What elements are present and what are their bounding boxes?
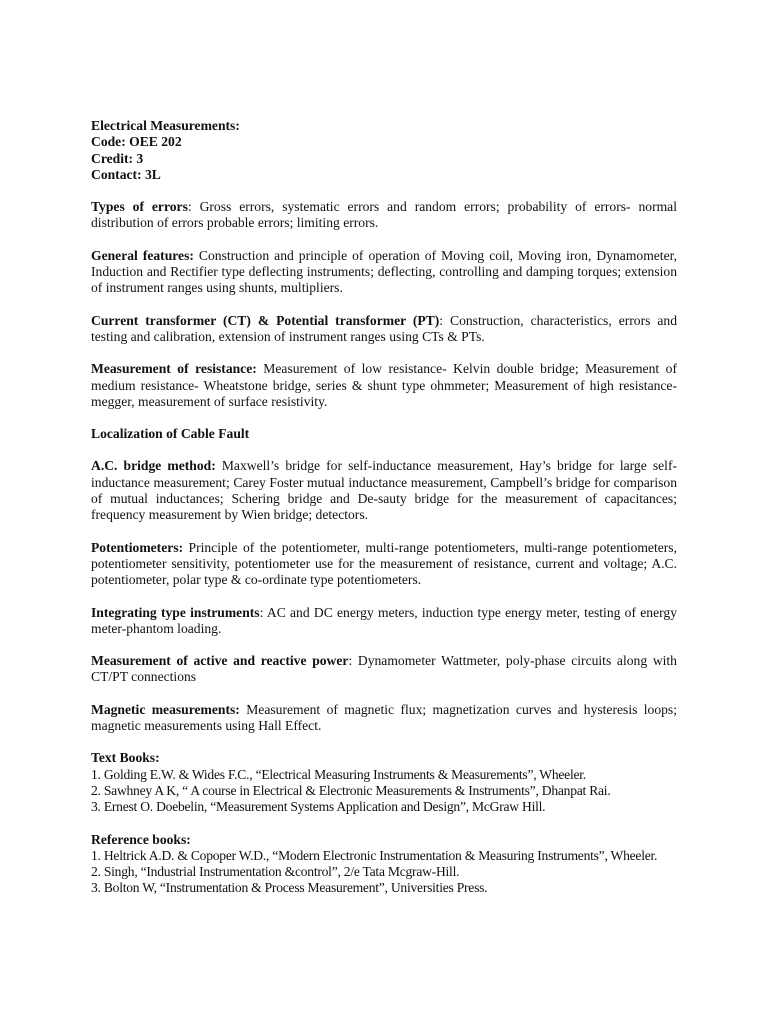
document-page bbox=[91, 118, 677, 897]
section-text: : Construction, characteristics, errors and testing and calibration, extension of instrument ranges using CTs & PTs. bbox=[91, 312, 677, 344]
reference-books bbox=[91, 832, 677, 897]
section-cable-fault bbox=[91, 426, 677, 442]
section-text: : Gross errors, systematic errors and random errors; probability of errors- normal distribution of errors probable errors; limiting errors. bbox=[91, 199, 677, 231]
section-heading: Types of errors bbox=[91, 199, 188, 215]
reference-books-title: Reference books: bbox=[91, 831, 191, 847]
course-credit: Credit: 3 bbox=[91, 150, 144, 166]
section-heading: Current transformer (CT) & Potential transformer (PT) bbox=[91, 312, 440, 328]
section-heading: Localization of Cable Fault bbox=[91, 426, 250, 442]
section-heading: General features: bbox=[91, 247, 194, 263]
section-magnetic-measurements bbox=[91, 702, 677, 735]
section-ct-pt bbox=[91, 313, 677, 346]
section-types-of-errors bbox=[91, 199, 677, 232]
course-contact: Contact: 3L bbox=[91, 166, 161, 182]
list-item: 1. Heltrick A.D. & Copoper W.D., “Modern Electronic Instrumentation & Measuring Instruments”, Wheeler. bbox=[91, 847, 658, 863]
section-text: Measurement of magnetic flux; magnetization curves and hysteresis loops; magnetic measurements using Hall Effect. bbox=[91, 701, 678, 734]
section-text: : Dynamometer Wattmeter, poly-phase circuits along with CT/PT connections bbox=[91, 653, 677, 685]
section-integrating-instruments bbox=[91, 605, 677, 638]
section-text: Measurement of low resistance- Kelvin double bridge; Measurement of medium resistance- Wheatstone bridge, series & shunt type ohmmeter; Measurement of high resistance- megger, measurement of surface resistivity. bbox=[91, 361, 677, 409]
course-header bbox=[91, 118, 677, 183]
text-books-title: Text Books: bbox=[91, 750, 160, 766]
section-active-reactive-power bbox=[91, 653, 677, 686]
section-potentiometers bbox=[91, 540, 677, 589]
section-ac-bridge bbox=[91, 458, 677, 523]
section-text: Principle of the potentiometer, multi-range potentiometers, multi-range potentiometers, potentiometer sensitivity, potentiometer use for the measurement of resistance, current and voltage; A.C. potentiometer, polar type & co-ordinate type potentiometers. bbox=[91, 539, 677, 588]
list-item: 3. Ernest O. Doebelin, “Measurement Systems Application and Design”, McGraw Hill. bbox=[91, 799, 546, 815]
section-heading: Measurement of resistance: bbox=[91, 361, 257, 377]
list-item: 1. Golding E.W. & Wides F.C., “Electrical Measuring Instruments & Measurements”, Wheeler. bbox=[91, 766, 586, 782]
section-heading: Magnetic measurements: bbox=[91, 701, 240, 717]
list-item: 3. Bolton W, “Instrumentation & Process Measurement”, Universities Press. bbox=[91, 880, 488, 896]
section-text: Construction and principle of operation of Moving coil, Moving iron, Dynamometer, Induction and Rectifier type deflecting instruments; deflecting, controlling and damping torques; extension of instrument ranges using shunts, multipliers. bbox=[91, 247, 677, 296]
text-books bbox=[91, 750, 677, 815]
section-measurement-of-resistance bbox=[91, 361, 677, 410]
course-code: Code: OEE 202 bbox=[91, 134, 182, 150]
list-item: 2. Sawhney A K, “ A course in Electrical & Electronic Measurements & Instruments”, Dhanpat Rai. bbox=[91, 782, 611, 798]
section-text: Maxwell’s bridge for self-inductance measurement, Hay’s bridge for large self-inductance measurement; Carey Foster mutual inductance measurement, Campbell’s bridge for comparison of mutual inductances; Schering bridge and De-sauty bridge for the measurement of capacitances; frequency measurement by Wien bridge; detectors. bbox=[91, 458, 677, 523]
course-title: Electrical Measurements: bbox=[91, 118, 240, 133]
section-heading: Integrating type instruments bbox=[91, 604, 260, 620]
section-text: : AC and DC energy meters, induction type energy meter, testing of energy meter-phantom loading. bbox=[91, 604, 677, 636]
list-item: 2. Singh, “Industrial Instrumentation &control”, 2/e Tata Mcgraw-Hill. bbox=[91, 864, 460, 880]
section-heading: Measurement of active and reactive power bbox=[91, 653, 349, 669]
section-heading: Potentiometers: bbox=[91, 539, 184, 555]
section-heading: A.C. bridge method: bbox=[91, 458, 216, 474]
section-general-features bbox=[91, 248, 677, 297]
